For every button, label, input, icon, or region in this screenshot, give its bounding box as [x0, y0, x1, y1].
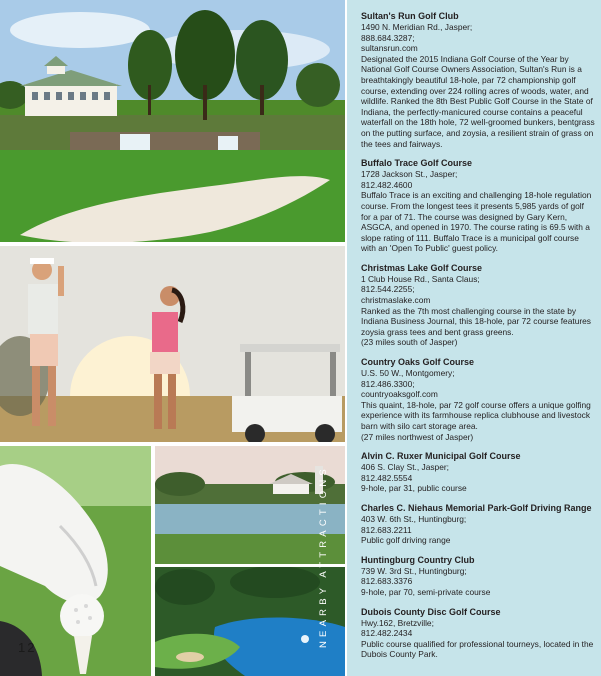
listing-name: Country Oaks Golf Course — [361, 357, 475, 368]
listing-phone: 812.544.2255; — [361, 284, 415, 295]
listing-alvin-ruxer — [361, 451, 595, 494]
listing-name: Sultan's Run Golf Club — [361, 11, 459, 21]
listing-description: This quaint, 18-hole, par 72 golf course offers a unique golfing experience with its farmhouse replica clubhouse and livestock barn with silo cart storage area. — [361, 399, 591, 431]
listing-country-oaks — [361, 357, 595, 442]
listing-address: Hwy.162, Bretzville; — [361, 617, 434, 628]
listing-address: 403 W. 6th St., Huntingburg; — [361, 513, 467, 524]
pond-illustration — [155, 446, 345, 564]
pond-barn-photo — [155, 446, 345, 564]
listing-name: Huntingburg Country Club — [361, 554, 475, 565]
listing-description: 9-hole, par 31, public course — [361, 483, 467, 494]
listing-phone: 888.684.3287; — [361, 32, 415, 43]
listing-website: christmaslake.com — [361, 295, 431, 306]
listing-address: 1 Club House Rd., Santa Claus; — [361, 273, 480, 284]
listing-phone: 812.683.3376 — [361, 576, 413, 587]
couple-illustration — [0, 246, 345, 442]
listing-niehaus-park — [361, 503, 595, 546]
listing-description: Ranked as the 7th most challenging course in the state by Indiana Business Journal, this 18-hole, par 72 course features zoysia grass tees and bent grass greens. — [361, 305, 591, 337]
listing-huntingburg-cc — [361, 555, 595, 598]
golf-listings-column — [347, 0, 601, 676]
listing-address: U.S. 50 W., Montgomery; — [361, 368, 455, 379]
page-number: 12 — [18, 640, 37, 655]
listing-name: Buffalo Trace Golf Course — [361, 158, 473, 169]
aerial-illustration — [155, 567, 345, 676]
listing-sultans-run — [361, 11, 595, 149]
aerial-course-lake-photo — [155, 567, 345, 676]
listing-website: countryoaksgolf.com — [361, 389, 438, 400]
listing-address: 1490 N. Meridian Rd., Jasper; — [361, 22, 473, 32]
listing-buffalo-trace — [361, 158, 595, 254]
listing-phone: 812.482.5554 — [361, 472, 413, 483]
golf-course-illustration — [0, 0, 345, 242]
listing-name: Alvin C. Ruxer Municipal Golf Course — [361, 451, 521, 462]
listing-description: 9-hole, par 70, semi-private course — [361, 586, 491, 597]
listing-description: Designated the 2015 Indiana Golf Course of the Year by National Golf Course Owners Association, Sultan's Run is a breathtakingly beautiful 18-hole, par 72 championship golf course, extending over 224 rolling acres of woods, water, and wildlife. Ranked the 8th Best Public Golf Course in the State of Indiana, the perfectly-manicured course contains a peaceful waterfall on the 18th hole, 72 well-groomed bunkers, bentgrass on the putting surface, and zoysia, a resilient strain of grass on the tees and fairways. — [361, 53, 595, 149]
listing-name: Christmas Lake Golf Course — [361, 262, 483, 273]
listing-phone: 812.482.2434 — [361, 628, 413, 639]
listing-website: sultansrun.com — [361, 43, 418, 54]
golf-course-clubhouse-photo — [0, 0, 345, 242]
listing-description: Public course qualified for professional tourneys, located in the Dubois County Park. — [361, 638, 594, 660]
couple-high-five-photo — [0, 246, 345, 442]
listing-distance-note: (27 miles northwest of Jasper) — [361, 431, 474, 442]
listing-name: Dubois County Disc Golf Course — [361, 606, 501, 617]
listing-phone: 812.482.4600 — [361, 179, 413, 190]
listing-address: 406 S. Clay St., Jasper; — [361, 462, 449, 473]
listing-address: 1728 Jackson St., Jasper; — [361, 169, 458, 180]
listing-distance-note: (23 miles south of Jasper) — [361, 337, 458, 348]
listing-phone: 812.486.3300; — [361, 378, 415, 389]
listing-name: Charles C. Niehaus Memorial Park-Golf Driving Range — [361, 502, 592, 513]
listing-christmas-lake — [361, 263, 595, 348]
listing-description: Public golf driving range — [361, 535, 451, 546]
listing-address: 739 W. 3rd St., Huntingburg; — [361, 565, 467, 576]
section-label-vertical: NEARBY ATTRACTIONS — [318, 465, 329, 648]
listing-phone: 812.683.2211 — [361, 524, 412, 535]
listing-dubois-disc-golf — [361, 607, 595, 660]
listing-description: Buffalo Trace is an exciting and challenging 18-hole regulation course. From the longest tees it presents 5,985 yards of golf for a par of 71. The course was designed by Gary Kern, ASGCA, and opened in 1970. The course rating is 69.5 with a slope rating of 111. Buffalo Trace is a municipal golf course with an 'Open To Public' guest policy. — [361, 190, 592, 254]
